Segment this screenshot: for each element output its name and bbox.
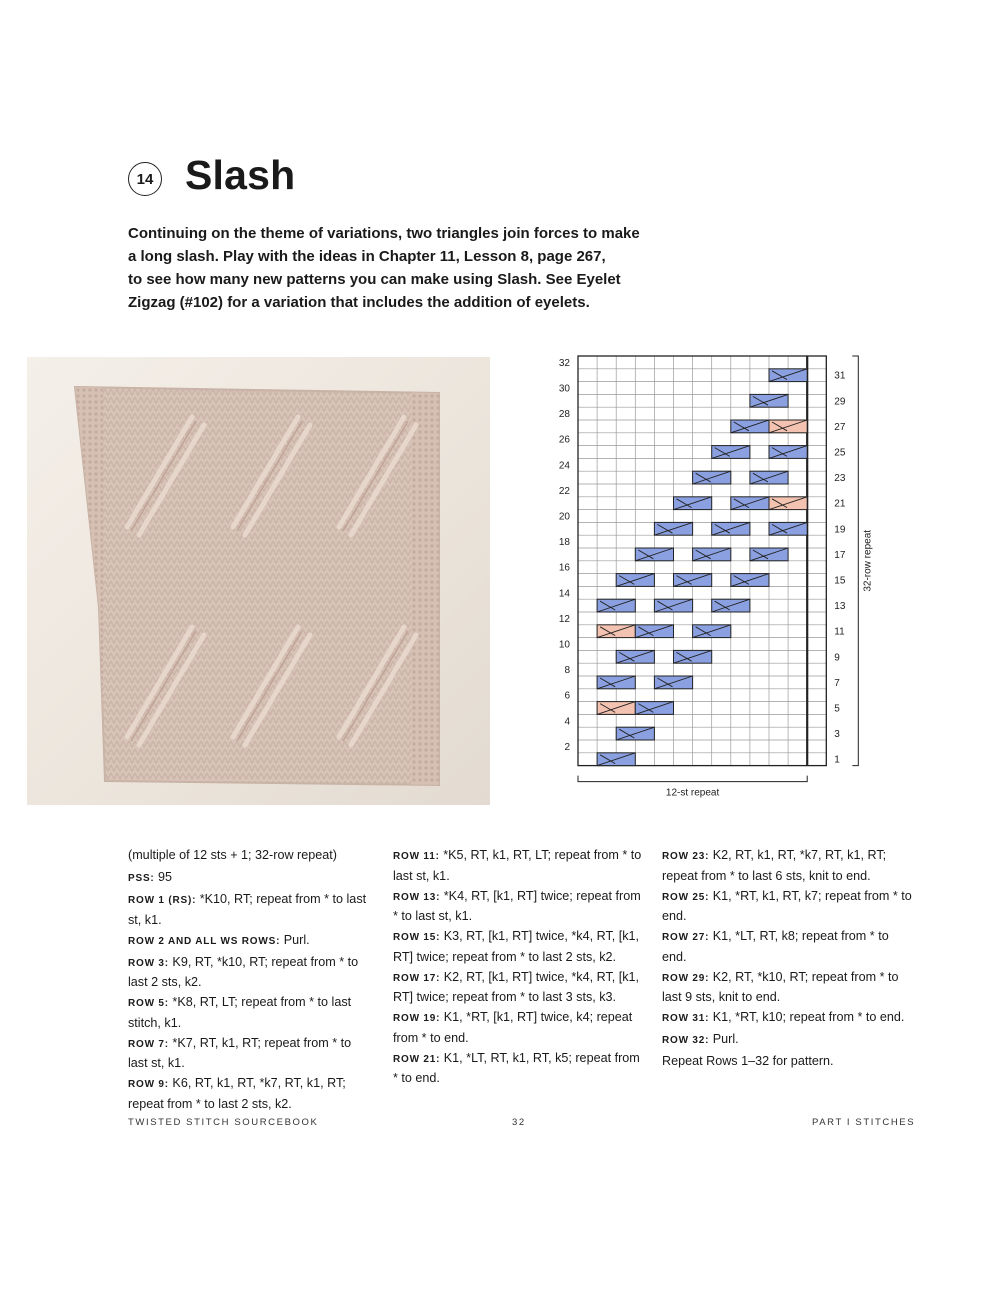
row-text: *K7, RT, k1, RT; repeat from * to last st, k1.: [128, 1035, 352, 1070]
row-text: Repeat Rows 1–32 for pattern.: [662, 1054, 834, 1068]
row-number-right: 13: [834, 601, 846, 613]
intro-line: Continuing on the theme of variations, two triangles join forces to make: [128, 225, 640, 242]
instruction: [128, 868, 373, 889]
instruction: [128, 846, 373, 867]
row-text: K1, *LT, RT, k8; repeat from * to end.: [662, 929, 889, 964]
row-repeat-bracket: [852, 356, 858, 766]
row-label: ROW 21:: [393, 1053, 441, 1065]
swatch-photo: [27, 357, 490, 805]
row-number-left: 16: [558, 562, 570, 574]
intro-line: a long slash. Play with the ideas in Chapter 11, Lesson 8, page 267,: [128, 248, 606, 265]
instruction: [128, 1034, 373, 1073]
row-number-left: 2: [564, 741, 570, 753]
row-number-left: 12: [558, 613, 570, 625]
row-text: *K5, RT, k1, RT, LT; repeat from * to last st, k1.: [393, 848, 642, 883]
instruction: [662, 1052, 912, 1073]
row-label: ROW 13:: [393, 891, 441, 903]
instruction: [128, 953, 373, 992]
page-number: 32: [512, 1117, 526, 1128]
instruction: [393, 1049, 648, 1088]
row-number-left: 18: [558, 537, 570, 549]
row-number-right: 1: [834, 754, 840, 766]
row-number-left: 24: [558, 460, 570, 472]
instructions-column-2: [393, 846, 648, 1089]
row-label: ROW 3:: [128, 957, 169, 969]
row-label: ROW 19:: [393, 1013, 441, 1024]
row-label: ROW 15:: [393, 932, 441, 943]
instruction: [393, 927, 648, 966]
row-number-right: 31: [834, 370, 846, 382]
instruction: [662, 968, 912, 1007]
intro-line: Zigzag (#102) for a variation that includes the addition of eyelets.: [128, 294, 590, 311]
row-text: Purl.: [283, 932, 310, 947]
row-text: K9, RT, *k10, RT; repeat from * to last 2 sts, k2.: [128, 954, 359, 989]
row-number-right: 11: [834, 626, 845, 638]
instruction: [393, 887, 648, 926]
row-label: ROW 25:: [662, 891, 710, 903]
row-label: ROW 27:: [662, 932, 710, 943]
row-number-right: 29: [834, 396, 846, 408]
row-text: K3, RT, [k1, RT] twice, *k4, RT, [k1, RT] twice; repeat from * to last 2 sts, k2.: [393, 929, 640, 964]
footer-section: PART I STITCHES: [812, 1117, 916, 1128]
row-text: Purl.: [712, 1032, 739, 1046]
row-number-right: 3: [834, 729, 840, 741]
row-number-right: 7: [834, 677, 840, 689]
instruction: [393, 968, 648, 1007]
row-number-left: 8: [564, 665, 570, 677]
row-text: K1, *LT, RT, k1, RT, k5; repeat from * to end.: [393, 1050, 640, 1085]
row-label: ROW 17:: [393, 972, 441, 984]
stitch-repeat-label: 12-st repeat: [665, 787, 720, 799]
pattern-number: 14: [136, 170, 154, 188]
knitting-chart: [540, 350, 880, 810]
instruction: [393, 1008, 648, 1047]
instructions-column-3: [662, 846, 912, 1074]
row-number-right: 27: [834, 421, 846, 433]
row-text: K2, RT, k1, RT, *k7, RT, k1, RT; repeat from * to last 6 sts, knit to end.: [662, 848, 887, 883]
row-number-left: 20: [558, 511, 570, 523]
instructions-column-1: [128, 846, 373, 1115]
row-number-right: 5: [834, 703, 840, 715]
instruction: [662, 887, 912, 926]
row-number-left: 28: [558, 409, 570, 421]
row-number-left: 30: [558, 383, 570, 395]
page-title: Slash: [185, 152, 296, 198]
row-number-right: 25: [834, 447, 846, 459]
instruction: [128, 890, 373, 929]
row-label: ROW 29:: [662, 972, 710, 984]
row-label: ROW 2 AND ALL WS ROWS:: [128, 935, 281, 947]
row-label: ROW 32:: [662, 1035, 710, 1046]
row-text: K1, *RT, k10; repeat from * to end.: [712, 1010, 905, 1024]
intro-line: to see how many new patterns you can make using Slash. See Eyelet: [128, 271, 621, 288]
row-number-right: 19: [834, 524, 846, 536]
row-text: K1, *RT, k1, RT, k7; repeat from * to end.: [662, 888, 912, 923]
row-text: 95: [158, 870, 173, 884]
row-text: (multiple of 12 sts + 1; 32-row repeat): [128, 848, 337, 862]
row-text: *K10, RT; repeat from * to last st, k1.: [128, 892, 367, 927]
row-repeat-label: 32-row repeat: [862, 529, 874, 592]
row-text: K2, RT, [k1, RT] twice, *k4, RT, [k1, RT] twice; repeat from * to last 3 sts, k3.: [393, 969, 640, 1004]
row-number-left: 26: [558, 434, 570, 446]
swatch-illustration: [27, 357, 490, 805]
row-label: ROW 5:: [128, 998, 169, 1009]
row-number-right: 17: [834, 549, 846, 561]
row-label: ROW 7:: [128, 1038, 169, 1050]
instruction: [128, 931, 373, 952]
row-number-left: 6: [564, 690, 570, 702]
row-text: K2, RT, *k10, RT; repeat from * to last 9 sts, knit to end.: [662, 969, 899, 1004]
instruction: [128, 1074, 373, 1113]
row-number-right: 9: [834, 652, 840, 664]
row-text: K1, *RT, [k1, RT] twice, k4; repeat from * to end.: [393, 1010, 633, 1045]
row-label: ROW 11:: [393, 851, 440, 862]
instruction: [662, 846, 912, 885]
instruction: [662, 1008, 912, 1029]
row-text: K6, RT, k1, RT, *k7, RT, k1, RT; repeat from * to last 2 sts, k2.: [128, 1076, 346, 1111]
instruction: [662, 1030, 912, 1051]
row-label: ROW 9:: [128, 1079, 169, 1090]
row-text: *K4, RT, [k1, RT] twice; repeat from * to last st, k1.: [393, 888, 641, 923]
row-label: ROW 1 (RS):: [128, 895, 197, 906]
row-label: ROW 23:: [662, 851, 710, 862]
row-text: *K8, RT, LT; repeat from * to last stitch, k1.: [128, 995, 352, 1030]
instruction: [662, 927, 912, 966]
pattern-number-badge: [128, 162, 162, 196]
intro-paragraph: [128, 222, 688, 314]
stitch-repeat-bracket: [578, 776, 807, 782]
row-number-right: 15: [834, 575, 846, 587]
instruction: [128, 993, 373, 1032]
row-label: ROW 31:: [662, 1013, 710, 1024]
row-number-left: 10: [558, 639, 570, 651]
row-number-left: 22: [558, 485, 570, 497]
row-number-right: 23: [834, 473, 846, 485]
row-label: PSS:: [128, 873, 155, 884]
instruction: [393, 846, 648, 885]
row-number-left: 14: [558, 588, 570, 600]
row-number-right: 21: [834, 498, 846, 510]
row-number-left: 32: [558, 357, 570, 369]
footer-book-title: TWISTED STITCH SOURCEBOOK: [128, 1117, 319, 1128]
row-number-left: 4: [564, 716, 570, 728]
